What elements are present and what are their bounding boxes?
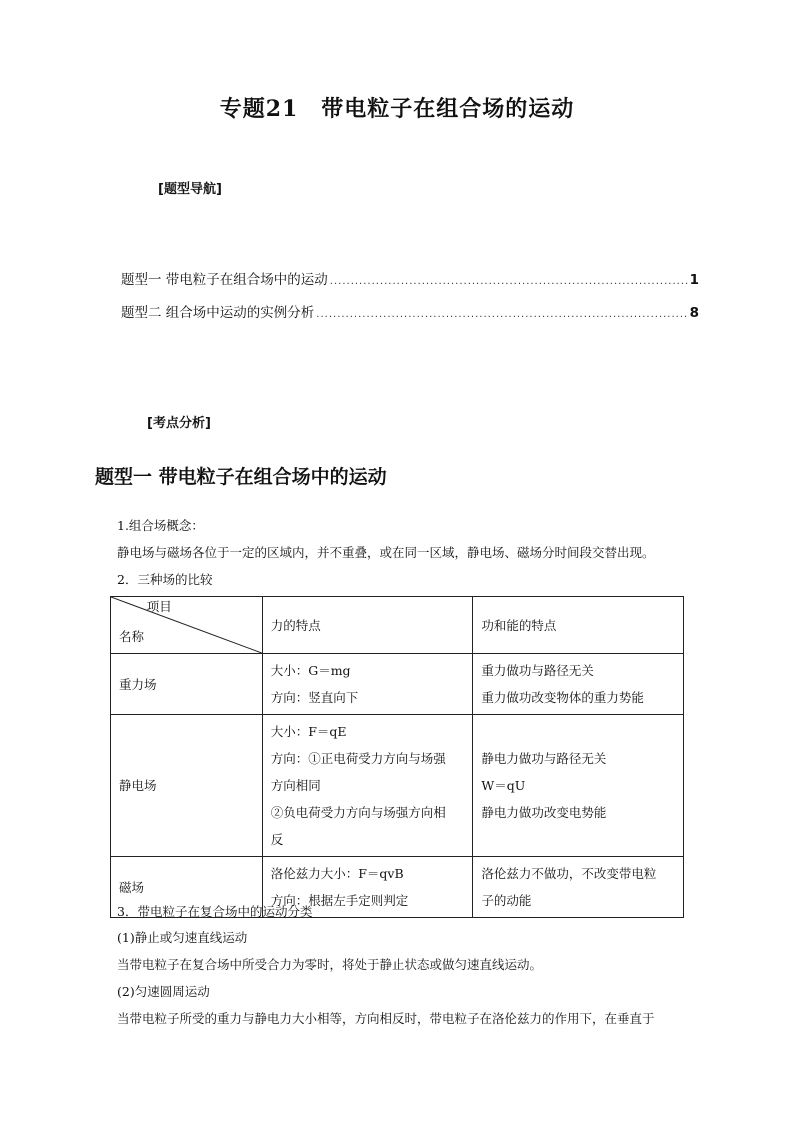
- cell-line: 方向：根据左手定则判定: [270, 893, 409, 908]
- paragraph-3a-title: (1)静止或匀速直线运动: [117, 930, 248, 945]
- analysis-label: [考点分析]: [147, 416, 211, 431]
- paragraph-1-body: 静电场与磁场各位于一定的区域内，并不重叠，或在同一区域，静电场、磁场分时间段交替出现。: [117, 545, 655, 560]
- cell-line: 重力做功改变物体的重力势能: [481, 690, 644, 705]
- cell-line: 反: [270, 832, 284, 847]
- table-header-row: [111, 597, 684, 654]
- header-work-cell: 功和能的特点: [473, 597, 684, 654]
- paragraph-2-title: 2．三种场的比较: [117, 572, 213, 587]
- paragraph-3b-body: 当带电粒子所受的重力与静电力大小相等，方向相反时，带电粒子在洛伦兹力的作用下，在垂直于: [117, 1011, 655, 1026]
- nav-label: [题型导航]: [158, 182, 222, 197]
- cell-line: 静电力做功改变电势能: [481, 805, 607, 820]
- row-name-cell: 重力场: [111, 654, 263, 715]
- cell-line: 方向：①正电荷受力方向与场强: [270, 751, 446, 766]
- paragraph-1-title: 1.组合场概念：: [117, 518, 204, 533]
- header-force-cell: 力的特点: [262, 597, 473, 654]
- cell-line: 子的动能: [481, 893, 532, 908]
- header-item-label: 项目: [146, 599, 172, 614]
- row-name-cell: 磁场: [111, 857, 263, 918]
- cell-line: 洛伦兹力不做功，不改变带电粒: [481, 866, 657, 881]
- field-comparison-table: [110, 596, 684, 918]
- cell-line: ②负电荷受力方向与场强方向相: [270, 805, 446, 820]
- row-force-cell: [262, 654, 473, 715]
- cell-line: 方向相同: [270, 778, 321, 793]
- toc-entry-label: 题型一 带电粒子在组合场中的运动: [121, 272, 328, 288]
- row-work-cell: [473, 654, 684, 715]
- row-work-cell: [473, 857, 684, 918]
- row-work-cell: [473, 715, 684, 857]
- diagonal-header-cell: [111, 597, 263, 654]
- paragraph-3a-body: 当带电粒子在复合场中所受合力为零时，将处于静止状态或做匀速直线运动。: [117, 957, 543, 972]
- cell-line: 大小：G＝mg: [270, 663, 351, 678]
- table-row: [111, 654, 684, 715]
- section-heading: 题型一 带电粒子在组合场中的运动: [95, 466, 387, 488]
- toc-entry-label: 题型二 组合场中运动的实例分析: [121, 305, 315, 321]
- toc-page-number: 1: [689, 272, 699, 288]
- header-name-label: 名称: [119, 629, 145, 644]
- cell-line: 重力做功与路径无关: [481, 663, 594, 678]
- cell-line: 静电力做功与路径无关: [481, 751, 607, 766]
- toc-leader-dots: [316, 309, 687, 320]
- toc-entry-2[interactable]: [121, 301, 699, 321]
- toc-page-number: 8: [689, 305, 699, 321]
- paragraph-3b-title: (2)匀速圆周运动: [117, 984, 210, 999]
- paragraph-3-title: 3．带电粒子在复合场中的运动分类: [117, 904, 313, 919]
- page-title: 专题21 带电粒子在组合场的运动: [219, 96, 575, 122]
- row-name-cell: 静电场: [111, 715, 263, 857]
- cell-line: 洛伦兹力大小：F＝qvB: [270, 866, 404, 881]
- cell-line: W＝qU: [481, 778, 526, 793]
- table-row: [111, 715, 684, 857]
- row-force-cell: [262, 715, 473, 857]
- toc-entry-1[interactable]: [121, 268, 699, 288]
- toc-leader-dots: [330, 276, 688, 287]
- cell-line: 方向：竖直向下: [270, 690, 359, 705]
- cell-line: 大小：F＝qE: [270, 724, 347, 739]
